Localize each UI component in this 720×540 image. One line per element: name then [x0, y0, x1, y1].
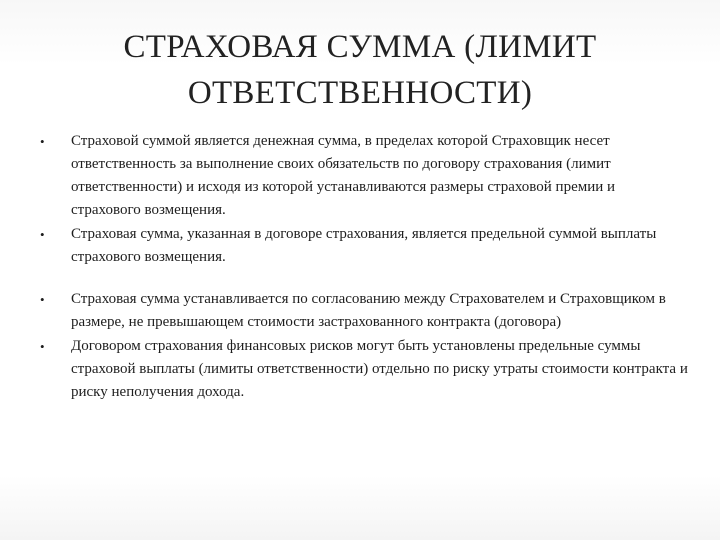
bullet-item-4: [38, 335, 688, 404]
slide-title-line-1: СТРАХОВАЯ СУММА (ЛИМИТ: [123, 29, 597, 65]
bullet-marker: •: [40, 134, 45, 149]
bullet-text-1: Страховой суммой является денежная сумма, в пределах которой Страховщик несет ответственность за выполнение своих обязательств по договору страхования (лимит ответственности) и исходя из которой устанавливаются размеры страховой премии и страхового возмещения.: [71, 133, 616, 218]
bullet-list: [38, 130, 688, 404]
slide-title-line-2: ОТВЕТСТВЕННОСТИ): [187, 75, 533, 111]
bullet-item-1: [38, 130, 688, 222]
bullet-marker: •: [40, 292, 45, 307]
bullet-marker: •: [40, 227, 45, 242]
slide-title: [60, 24, 660, 116]
bullet-item-3: [38, 288, 688, 334]
bullet-marker: •: [40, 339, 45, 354]
bullet-text-2: Страховая сумма, указанная в договоре страхования, является предельной суммой выплаты страхового возмещения.: [71, 226, 657, 265]
bullet-text-4: Договором страхования финансовых рисков могут быть установлены предельные суммы страховой выплаты (лимиты ответственности) отдельно по риску утраты стоимости контракта и риску неполучения дохода.: [71, 338, 688, 400]
bullet-text-3: Страховая сумма устанавливается по согласованию между Страхователем и Страховщиком в размере, не превышающем стоимости застрахованного контракта (договора): [71, 291, 666, 330]
bullet-item-2: [38, 223, 688, 269]
